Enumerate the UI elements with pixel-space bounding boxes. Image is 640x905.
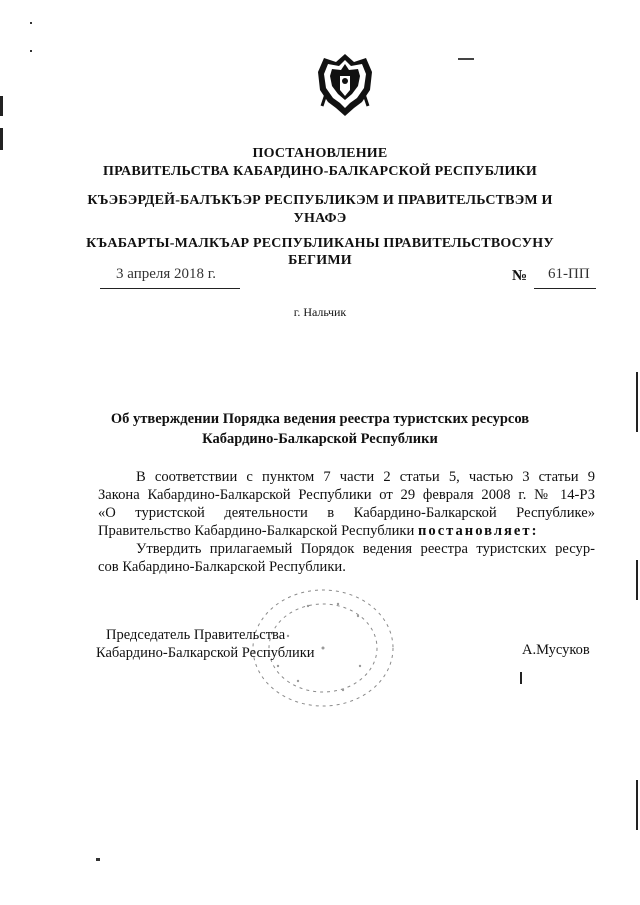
body-paragraph1-line3: «О туристской деятельности в Кабардино-Балкарской Республике» <box>98 505 595 521</box>
body-paragraph1-line4 <box>98 522 595 540</box>
body-paragraph2-line1: Утвердить прилагаемый Порядок ведения реестра туристских ресур- <box>136 541 595 557</box>
scan-speck <box>30 22 32 24</box>
document-date: 3 апреля 2018 г. <box>116 266 216 282</box>
coat-of-arms-emblem <box>314 50 376 122</box>
scan-margin-mark <box>636 560 638 600</box>
scan-speck <box>30 50 32 52</box>
signatory-position <box>96 626 315 662</box>
balkar-title-line2: БЕГИМИ <box>288 253 352 268</box>
resolution-clause-text: Правительство Кабардино-Балкарской Республики <box>98 523 418 539</box>
number-underline <box>534 266 596 289</box>
signatory-position-line1: Председатель Правительства <box>106 627 286 643</box>
signatory-name: А.Мусуков <box>522 642 590 658</box>
subject-line1: Об утверждении Порядка ведения реестра туристских ресурсов <box>110 411 530 427</box>
resolution-keyword: постановляет: <box>417 523 539 539</box>
body-paragraph1-line2: Закона Кабардино-Балкарской Республики от 29 февраля 2008 г. № 14-РЗ <box>98 487 595 503</box>
document-date-field <box>100 266 240 289</box>
balkar-title-line1: КЪАБАРТЫ-МАЛКЪАР РЕСПУБЛИКАНЫ ПРАВИТЕЛЬСТВОСУНУ <box>86 236 554 251</box>
document-subject <box>0 409 640 449</box>
kabardian-title-line1: КЪЭБЭРДЕЙ-БАЛЪКЪЭР РЕСПУБЛИКЭМ И ПРАВИТЕЛЬСТВЭМ И <box>87 193 553 208</box>
scan-margin-mark <box>636 780 638 830</box>
scan-margin-mark <box>0 96 3 116</box>
subject-line2: Кабардино-Балкарской Республики <box>202 431 438 447</box>
city-label: г. Нальчик <box>293 305 347 319</box>
body-paragraph1-line1: В соответствии с пунктом 7 части 2 статьи 5, частью 3 статьи 9 <box>136 469 595 485</box>
scan-speck <box>96 858 100 861</box>
scan-speck <box>458 58 474 60</box>
signatory-position-line2: Кабардино-Балкарской Республики <box>96 645 315 661</box>
document-number-field <box>508 266 596 288</box>
document-number: 61-ПП <box>548 266 590 282</box>
document-type-title: ПОСТАНОВЛЕНИЕ <box>252 146 388 161</box>
issuing-body-title: ПРАВИТЕЛЬСТВА КАБАРДИНО-БАЛКАРСКОЙ РЕСПУБЛИКИ <box>102 164 538 179</box>
number-sign: № <box>512 268 528 284</box>
signature-stroke <box>520 672 522 684</box>
kabardian-title-line2: УНАФЭ <box>293 211 347 226</box>
body-paragraph2-line2: сов Кабардино-Балкарской Республики. <box>98 559 346 575</box>
